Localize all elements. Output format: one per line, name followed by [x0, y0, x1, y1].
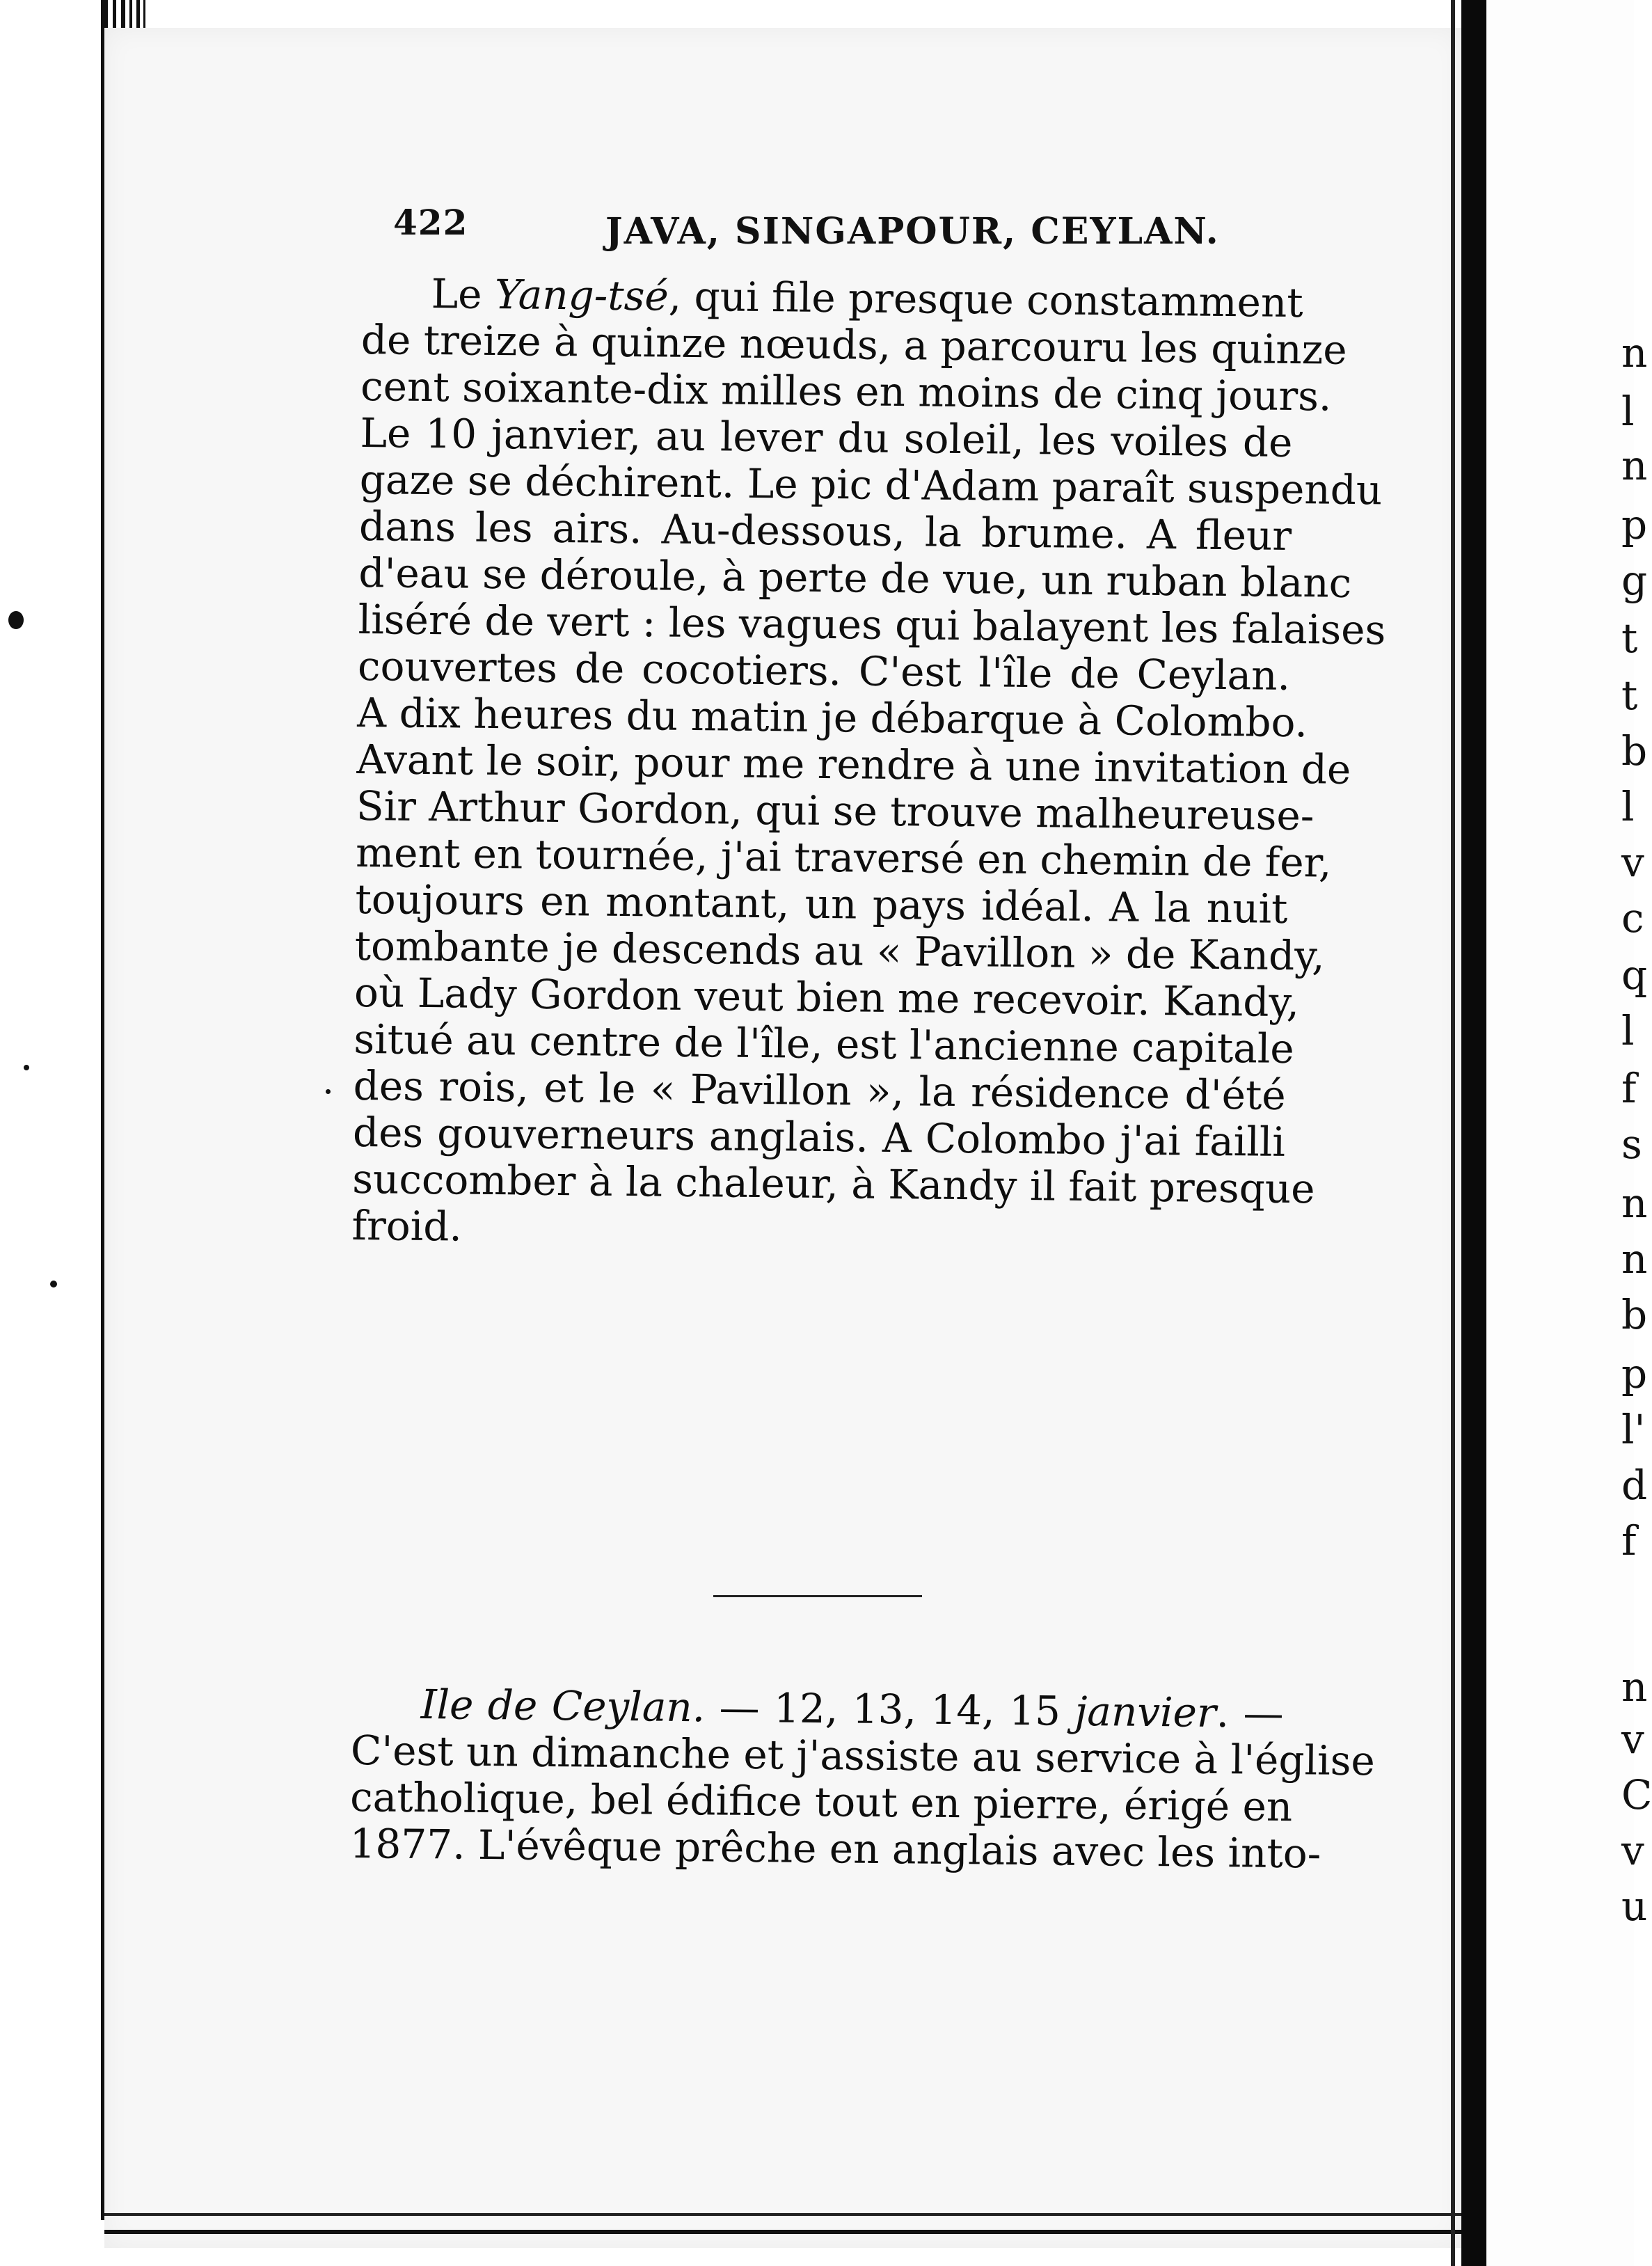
adjacent-page-letter: n: [1621, 442, 1648, 489]
text-line: de treize à quinze nœuds, a parcouru les quinze: [360, 315, 1347, 374]
adjacent-page-letter: l: [1621, 388, 1635, 435]
text-line: C'est un dimanche et j'assiste au service à l'église: [350, 1726, 1376, 1785]
running-head: JAVA, SINGAPOUR, CEYLAN.: [605, 210, 1220, 253]
adjacent-page-letter: d: [1621, 1461, 1648, 1509]
section-heading-line: Ile de Ceylan. — 12, 13, 14, 15 janvier. —: [420, 1681, 1284, 1738]
book-spine: [1461, 0, 1486, 2266]
adjacent-page-letter: n: [1621, 1235, 1648, 1283]
text-line: dans les airs. Au-dessous, la brume. A fleur: [358, 502, 1292, 560]
adjacent-page-letter: p: [1621, 501, 1648, 548]
margin-speck: [326, 1089, 331, 1094]
adjacent-page-letter: q: [1621, 951, 1648, 999]
text-line: catholique, bel édifice tout en pierre, érigé en: [349, 1773, 1293, 1831]
adjacent-page-letter: v: [1621, 1827, 1644, 1874]
text-line: ment en tournée, j'ai traversé en chemin de fer,: [355, 828, 1332, 887]
paragraph-1: [351, 270, 1386, 1259]
adjacent-page-letter: n: [1621, 1180, 1648, 1227]
place-heading: Ile de Ceylan.: [420, 1681, 706, 1732]
text-line: Sir Arthur Gordon, qui se trouve malheureuse-: [356, 782, 1315, 840]
section-separator: [713, 1595, 922, 1597]
adjacent-page-letter: t: [1621, 615, 1638, 662]
adjacent-page-letter: v: [1621, 839, 1644, 886]
adjacent-page-letter: s: [1621, 1120, 1642, 1168]
adjacent-page-letter: b: [1621, 1291, 1648, 1338]
adjacent-page-letter: n: [1621, 329, 1648, 377]
text-line: Avant le soir, pour me rendre à une invitation de: [356, 735, 1351, 793]
adjacent-page-letter: u: [1621, 1883, 1648, 1930]
adjacent-page-letter: C: [1621, 1771, 1652, 1819]
adjacent-page-letter: b: [1621, 727, 1648, 775]
adjacent-page-letter: v: [1621, 1716, 1644, 1763]
margin-speck: [8, 611, 24, 629]
adjacent-page: [1486, 0, 1637, 2266]
text-line: succomber à la chaleur, à Kandy il fait presque: [351, 1155, 1315, 1213]
adjacent-page-letter: f: [1621, 1517, 1637, 1564]
text-line: 1877. L'évêque prêche en anglais avec les into-: [349, 1819, 1321, 1878]
adjacent-page-letter: f: [1621, 1065, 1637, 1112]
page-number: 422: [393, 202, 468, 243]
margin-speck: [24, 1065, 29, 1070]
adjacent-page-letter: t: [1621, 672, 1638, 719]
text-line: tombante je descends au « Pavillon » de Kandy,: [354, 921, 1326, 980]
text-line: gaze se déchirent. Le pic d'Adam paraît suspendu: [359, 455, 1383, 514]
text-line: froid.: [351, 1201, 463, 1251]
adjacent-page-letter: l': [1621, 1406, 1646, 1453]
text-line: couvertes de cocotiers. C'est l'île de Ceylan.: [357, 642, 1291, 699]
text-line: A dix heures du matin je débarque à Colombo.: [356, 688, 1308, 747]
text-line: cent soixante-dix milles en moins de cinq jours.: [360, 362, 1332, 420]
margin-speck: [50, 1281, 57, 1288]
text-line: toujours en montant, un pays idéal. A la nuit: [355, 875, 1288, 933]
spine-edge: [1451, 0, 1455, 2266]
text-line: des rois, et le « Pavillon », la résidence d'été: [353, 1061, 1287, 1119]
text-line: situé au centre de l'île, est l'ancienne capitale: [354, 1015, 1295, 1073]
text-line: d'eau se déroule, à perte de vue, un ruban blanc: [358, 548, 1352, 607]
heading-dates: — 12, 13, 14, 15: [704, 1683, 1075, 1735]
adjacent-page-letter: n: [1621, 1663, 1648, 1711]
text-line: liséré de vert : les vagues qui balayent les falaises: [358, 595, 1386, 654]
text-line: où Lady Gordon veut bien me recevoir. Kandy,: [354, 968, 1300, 1027]
adjacent-page-letter: g: [1621, 557, 1648, 604]
text-line: Le 10 janvier, au lever du soleil, les voiles de: [360, 409, 1293, 467]
paragraph-2: [349, 1681, 1376, 1878]
adjacent-page-letter: l: [1621, 1007, 1635, 1054]
adjacent-page-letter: c: [1621, 894, 1644, 942]
heading-month: janvier: [1074, 1687, 1217, 1737]
text-line: Le Yang-tsé, qui file presque constamment: [431, 270, 1303, 327]
adjacent-page-letter: l: [1621, 783, 1635, 830]
ship-name: Yang-tsé: [494, 271, 669, 320]
text-line: des gouverneurs anglais. A Colombo j'ai failli: [352, 1108, 1286, 1166]
page-bottom-edge: [104, 2213, 1461, 2234]
adjacent-page-letter: p: [1621, 1350, 1648, 1397]
